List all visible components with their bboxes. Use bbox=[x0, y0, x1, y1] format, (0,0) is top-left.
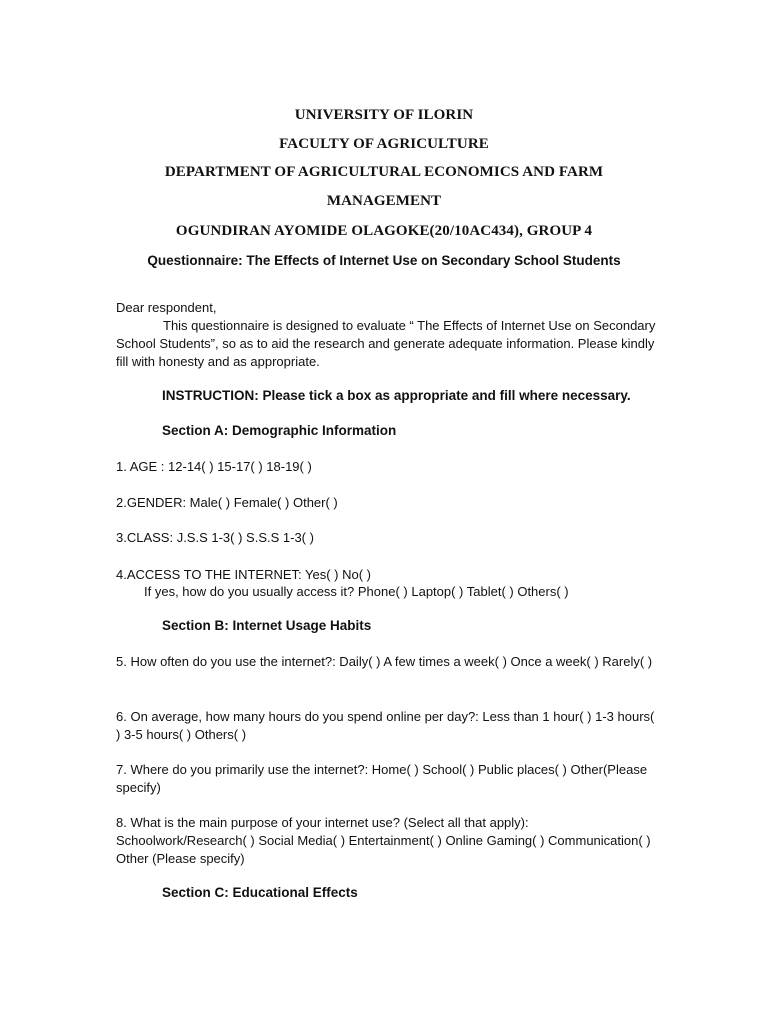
question-age: 1. AGE : 12-14( ) 15-17( ) 18-19( ) bbox=[116, 459, 312, 474]
question-hours: 6. On average, how many hours do you spend online per day?: Less than 1 hour( ) 1-3 hours( ) 3-5 hours( ) Others( ) bbox=[116, 709, 655, 742]
question-access-device: If yes, how do you usually access it? Phone( ) Laptop( ) Tablet( ) Others( ) bbox=[144, 584, 569, 599]
salutation: Dear respondent, bbox=[116, 300, 217, 315]
question-location: 7. Where do you primarily use the internet?: Home( ) School( ) Public places( ) Other(Please specify) bbox=[116, 762, 648, 795]
section-b-title: Section B: Internet Usage Habits bbox=[162, 618, 372, 633]
instruction-text: INSTRUCTION: Please tick a box as appropriate and fill where necessary. bbox=[162, 388, 631, 403]
department-heading-line1: DEPARTMENT OF AGRICULTURAL ECONOMICS AND FARM bbox=[164, 164, 604, 180]
faculty-heading: FACULTY OF AGRICULTURE bbox=[279, 136, 489, 152]
question-gender: 2.GENDER: Male( ) Female( ) Other( ) bbox=[116, 495, 338, 510]
department-heading-line2: MANAGEMENT bbox=[326, 193, 442, 209]
author-heading: OGUNDIRAN AYOMIDE OLAGOKE(20/10AC434), GROUP 4 bbox=[175, 223, 593, 239]
question-internet-access: 4.ACCESS TO THE INTERNET: Yes( ) No( ) bbox=[116, 567, 372, 582]
question-class: 3.CLASS: J.S.S 1-3( ) S.S.S 1-3( ) bbox=[116, 530, 314, 545]
university-heading: UNIVERSITY OF ILORIN bbox=[294, 107, 474, 123]
question-frequency: 5. How often do you use the internet?: Daily( ) A few times a week( ) Once a week( ) Rarely( ) bbox=[116, 654, 653, 669]
question-purpose: 8. What is the main purpose of your internet use? (Select all that apply): Schoolwork/Research( ) Social Media( ) Entertainment( ) Online Gaming( ) Communication( ) Other (Please specify) bbox=[116, 815, 651, 866]
questionnaire-title: Questionnaire: The Effects of Internet Use on Secondary School Students bbox=[147, 253, 621, 268]
intro-paragraph: This questionnaire is designed to evaluate “ The Effects of Internet Use on Secondary School Students”, so as to aid the research and generate adequate information. Please kindly fill with honesty and as appropriate. bbox=[116, 318, 656, 369]
section-c-title: Section C: Educational Effects bbox=[162, 885, 358, 900]
section-a-title: Section A: Demographic Information bbox=[162, 423, 397, 438]
